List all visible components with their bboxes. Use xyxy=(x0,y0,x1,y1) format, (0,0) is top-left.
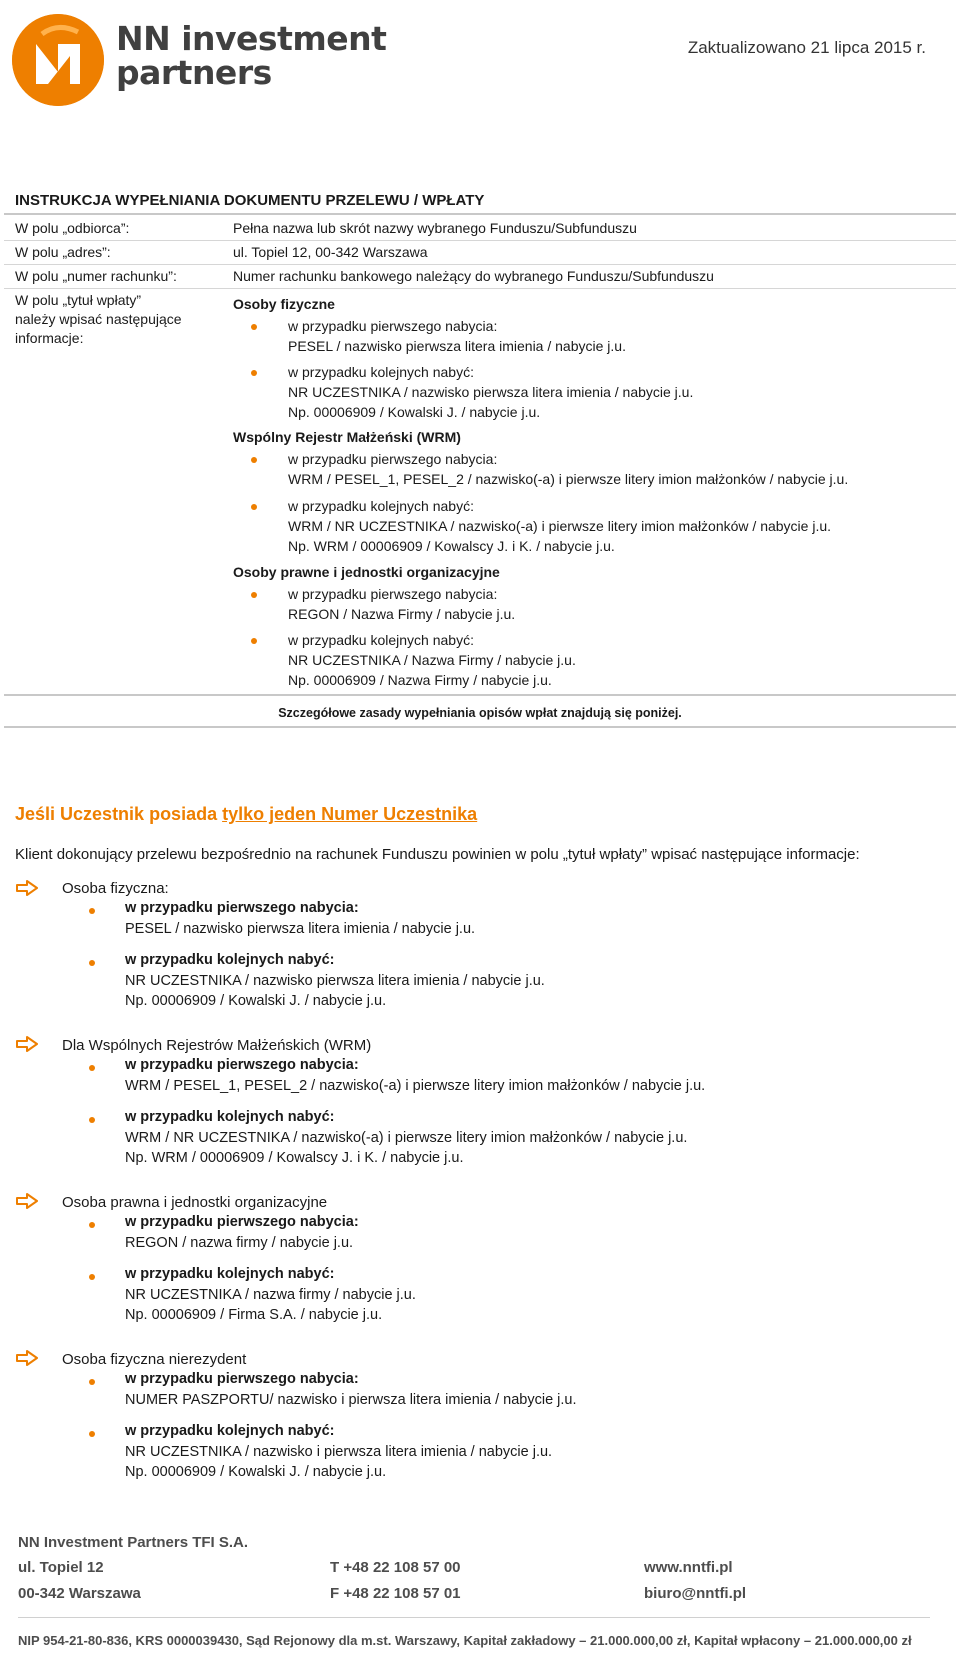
bullet-icon xyxy=(251,457,257,463)
next-purchase-label: w przypadku kolejnych nabyć: xyxy=(125,1109,335,1125)
item-line: NR UCZESTNIKA / nazwisko pierwsza litera imienia / nabycie j.u. xyxy=(288,384,694,400)
category-line: NR UCZESTNIKA / nazwa firmy / nabycie j.u. xyxy=(125,1287,416,1303)
item-line: w przypadku pierwszego nabycia: xyxy=(288,586,498,602)
bullet-icon xyxy=(89,1065,95,1071)
category-line: Np. 00006909 / Firma S.A. / nabycie j.u. xyxy=(125,1307,383,1323)
bullet-icon xyxy=(89,908,95,914)
nn-lion-icon xyxy=(12,14,104,106)
section-heading: Osoby prawne i jednostki organizacyjne xyxy=(233,564,500,580)
category-line: NR UCZESTNIKA / nazwisko i pierwsza litera imienia / nabycie j.u. xyxy=(125,1444,553,1460)
row-label-account: W polu „numer rachunku”: xyxy=(15,268,177,284)
first-purchase-label: w przypadku pierwszego nabycia: xyxy=(125,900,359,916)
bullet-icon xyxy=(251,638,257,644)
item-line: w przypadku kolejnych nabyć: xyxy=(288,632,474,648)
item-line: w przypadku pierwszego nabycia: xyxy=(288,318,498,334)
footer-email-link[interactable]: biuro@nntfi.pl xyxy=(644,1585,747,1602)
row-divider xyxy=(4,264,956,265)
category-name: Osoba fizyczna: xyxy=(62,880,169,897)
first-purchase-label: w przypadku pierwszego nabycia: xyxy=(125,1057,359,1073)
footer-divider xyxy=(18,1617,930,1618)
row-divider xyxy=(4,288,956,289)
item-line: Np. 00006909 / Kowalski J. / nabycie j.u. xyxy=(288,404,541,420)
item-line: PESEL / nazwisko pierwsza litera imienia / nabycie j.u. xyxy=(288,338,626,354)
row-label-title-2: informacje: xyxy=(15,330,84,346)
table-rule xyxy=(4,213,956,215)
section-intro: Klient dokonujący przelewu bezpośrednio na rachunek Funduszu powinien w polu „tytuł wpłaty” wpisać następujące informacje: xyxy=(15,846,860,863)
category-line: WRM / PESEL_1, PESEL_2 / nazwisko(-a) i pierwsze litery imion małżonków / nabycie j.u. xyxy=(125,1078,706,1094)
nn-logo xyxy=(12,14,387,110)
item-line: WRM / PESEL_1, PESEL_2 / nazwisko(-a) i pierwsze litery imion małżonków / nabycie j.u. xyxy=(288,471,849,487)
category-line: NR UCZESTNIKA / nazwisko pierwsza litera imienia / nabycie j.u. xyxy=(125,973,545,989)
category-name: Dla Wspólnych Rejestrów Małżeńskich (WRM) xyxy=(62,1037,372,1054)
bullet-icon xyxy=(89,1431,95,1437)
next-purchase-label: w przypadku kolejnych nabyć: xyxy=(125,1423,335,1439)
footer-street: ul. Topiel 12 xyxy=(18,1559,104,1576)
footer-city: 00-342 Warszawa xyxy=(18,1585,141,1602)
first-purchase-label: w przypadku pierwszego nabycia: xyxy=(125,1371,359,1387)
row-value-account: Numer rachunku bankowego należący do wybranego Funduszu/Subfunduszu xyxy=(233,268,714,284)
item-line: REGON / Nazwa Firmy / nabycie j.u. xyxy=(288,606,516,622)
arrow-right-icon xyxy=(16,1193,38,1209)
next-purchase-label: w przypadku kolejnych nabyć: xyxy=(125,1266,335,1282)
row-label-recipient: W polu „odbiorca”: xyxy=(15,220,130,236)
bullet-icon xyxy=(251,324,257,330)
item-line: w przypadku kolejnych nabyć: xyxy=(288,364,474,380)
brand-line-1: NN investment xyxy=(116,19,387,58)
category-line: Np. WRM / 00006909 / Kowalscy J. i K. / nabycie j.u. xyxy=(125,1150,464,1166)
section-title-prefix: Jeśli Uczestnik posiada xyxy=(15,804,223,824)
row-value-recipient: Pełna nazwa lub skrót nazwy wybranego Funduszu/Subfunduszu xyxy=(233,220,637,236)
row-divider xyxy=(4,240,956,241)
brand-line-2: partners xyxy=(116,53,272,92)
row-label-title-0: W polu „tytuł wpłaty” xyxy=(15,292,142,308)
section-heading: Osoby fizyczne xyxy=(233,296,335,312)
section-heading: Wspólny Rejestr Małżeński (WRM) xyxy=(233,429,461,445)
category-name: Osoba fizyczna nierezydent xyxy=(62,1351,247,1368)
section-title xyxy=(15,804,477,825)
bullet-icon xyxy=(89,1379,95,1385)
bullet-icon xyxy=(251,592,257,598)
arrow-right-icon xyxy=(16,880,38,896)
table-rule xyxy=(4,726,956,728)
table-rule xyxy=(4,694,956,696)
category-line: NUMER PASZPORTU/ nazwisko i pierwsza litera imienia / nabycie j.u. xyxy=(125,1392,577,1408)
details-note: Szczegółowe zasady wypełniania opisów wpłat znajdują się poniżej. xyxy=(278,706,682,720)
item-line: w przypadku kolejnych nabyć: xyxy=(288,498,474,514)
brand-name xyxy=(116,19,387,92)
item-line: Np. 00006909 / Nazwa Firmy / nabycie j.u. xyxy=(288,672,552,688)
row-value-address: ul. Topiel 12, 00-342 Warszawa xyxy=(233,244,428,260)
instruction-title: INSTRUKCJA WYPEŁNIANIA DOKUMENTU PRZELEWU / WPŁATY xyxy=(15,192,485,209)
update-date: Zaktualizowano 21 lipca 2015 r. xyxy=(687,38,926,57)
bullet-icon xyxy=(89,960,95,966)
item-line: w przypadku pierwszego nabycia: xyxy=(288,451,498,467)
item-line: WRM / NR UCZESTNIKA / nazwisko(-a) i pierwsze litery imion małżonków / nabycie j.u. xyxy=(288,518,832,534)
bullet-icon xyxy=(251,504,257,510)
bullet-icon xyxy=(89,1117,95,1123)
row-label-title-1: należy wpisać następujące xyxy=(15,311,182,327)
category-line: Np. 00006909 / Kowalski J. / nabycie j.u. xyxy=(125,1464,387,1480)
category-line: Np. 00006909 / Kowalski J. / nabycie j.u. xyxy=(125,993,387,1009)
bullet-icon xyxy=(89,1274,95,1280)
first-purchase-label: w przypadku pierwszego nabycia: xyxy=(125,1214,359,1230)
footer-web-link[interactable]: www.nntfi.pl xyxy=(644,1559,733,1576)
bullet-icon xyxy=(251,370,257,376)
section-title-underlined: tylko jeden Numer Uczestnika xyxy=(222,804,478,824)
arrow-right-icon xyxy=(16,1036,38,1052)
next-purchase-label: w przypadku kolejnych nabyć: xyxy=(125,952,335,968)
footer-company: NN Investment Partners TFI S.A. xyxy=(18,1534,249,1551)
category-line: REGON / nazwa firmy / nabycie j.u. xyxy=(125,1235,354,1251)
footer-legal: NIP 954-21-80-836, KRS 0000039430, Sąd Rejonowy dla m.st. Warszawy, Kapitał zakładowy – 21.000.000,00 zł, Kapitał wpłacony – 21.000.000,00 zł xyxy=(18,1633,912,1648)
item-line: NR UCZESTNIKA / Nazwa Firmy / nabycie j.u. xyxy=(288,652,576,668)
category-line: PESEL / nazwisko pierwsza litera imienia / nabycie j.u. xyxy=(125,921,476,937)
row-label-address: W polu „adres”: xyxy=(15,244,111,260)
arrow-right-icon xyxy=(16,1350,38,1366)
bullet-icon xyxy=(89,1222,95,1228)
footer-phone: T +48 22 108 57 00 xyxy=(330,1559,461,1576)
category-line: WRM / NR UCZESTNIKA / nazwisko(-a) i pierwsze litery imion małżonków / nabycie j.u. xyxy=(125,1130,688,1146)
footer-fax: F +48 22 108 57 01 xyxy=(330,1585,461,1602)
category-name: Osoba prawna i jednostki organizacyjne xyxy=(62,1194,328,1211)
item-line: Np. WRM / 00006909 / Kowalscy J. i K. / nabycie j.u. xyxy=(288,538,615,554)
